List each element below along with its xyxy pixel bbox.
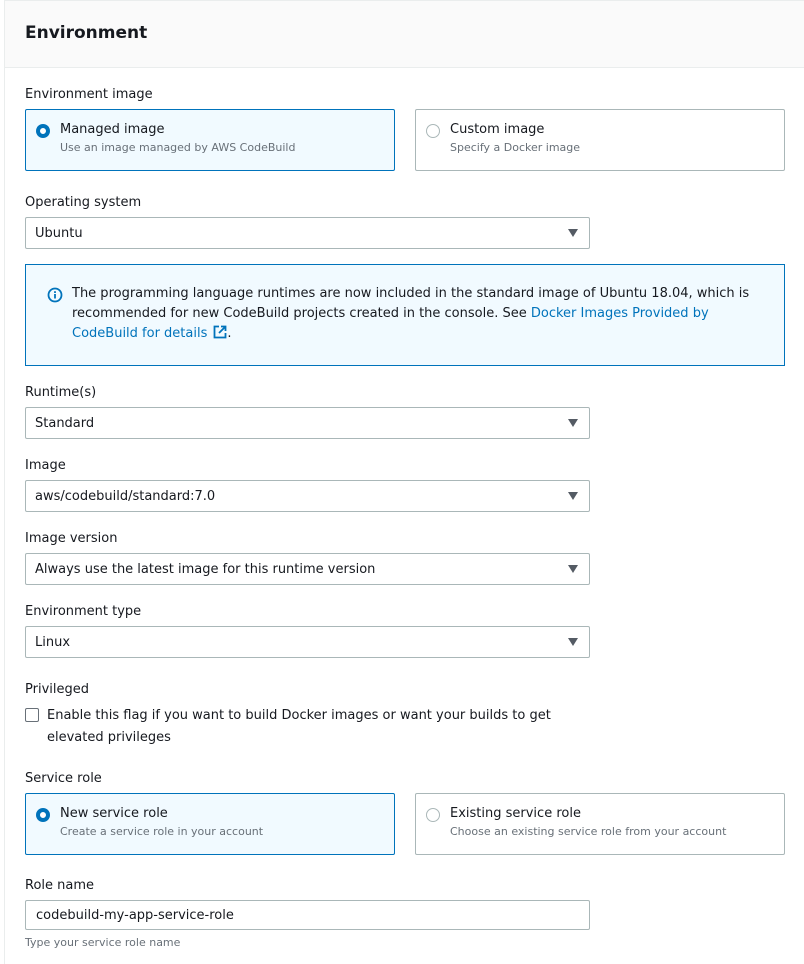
caret-down-icon [568,492,578,500]
docker-images-link-text: Docker Images Provided by CodeBuild for details [72,306,709,341]
info-alert [25,264,785,366]
existing-service-role-tile[interactable] [415,793,785,855]
external-link-icon[interactable] [213,325,227,339]
privileged-checkbox[interactable] [25,708,39,722]
image-select[interactable] [25,480,590,512]
operating-system-select[interactable] [25,217,590,249]
role-name-hint: Type your service role name [25,936,181,949]
managed-image-tile[interactable] [25,109,395,171]
info-suffix: . [227,326,232,341]
image-version-label: Image version [25,531,118,546]
custom-image-tile[interactable] [415,109,785,171]
caret-down-icon [568,565,578,573]
image-version-select[interactable] [25,553,590,585]
custom-image-title: Custom image [450,122,545,137]
info-message: The programming language runtimes are now included in the standard image of Ubuntu 18.04, which is recommended for new CodeBuild projects created in the console. See [72,286,750,321]
new-service-role-radio[interactable] [36,808,50,822]
image-label: Image [25,458,66,473]
info-text [72,284,772,344]
operating-system-label: Operating system [25,195,142,210]
environment-image-label: Environment image [25,87,153,102]
runtimes-value: Standard [35,416,95,431]
image-value: aws/codebuild/standard:7.0 [35,489,216,504]
panel-title: Environment [25,23,148,43]
caret-down-icon [568,419,578,427]
role-name-label: Role name [25,878,95,893]
existing-service-role-radio[interactable] [426,808,440,822]
privileged-label: Privileged [25,682,89,697]
existing-service-role-title: Existing service role [450,806,581,821]
managed-image-description: Use an image managed by AWS CodeBuild [60,141,296,154]
runtimes-label: Runtime(s) [25,385,97,400]
info-icon [47,287,63,303]
environment-type-label: Environment type [25,604,142,619]
managed-image-title: Managed image [60,122,165,137]
runtimes-select[interactable] [25,407,590,439]
new-service-role-title: New service role [60,806,168,821]
custom-image-radio[interactable] [426,124,440,138]
environment-type-value: Linux [35,635,71,650]
service-role-label: Service role [25,771,102,786]
image-version-value: Always use the latest image for this runtime version [35,562,376,577]
new-service-role-description: Create a service role in your account [60,825,264,838]
caret-down-icon [568,638,578,646]
environment-type-select[interactable] [25,626,590,658]
panel-header [5,1,804,68]
managed-image-radio[interactable] [36,124,50,138]
caret-down-icon [568,229,578,237]
existing-service-role-description: Choose an existing service role from your account [450,825,727,838]
new-service-role-tile[interactable] [25,793,395,855]
operating-system-value: Ubuntu [35,226,83,241]
custom-image-description: Specify a Docker image [450,141,581,154]
privileged-checkbox-text[interactable]: Enable this flag if you want to build Docker images or want your builds to get elevated privileges [47,708,551,745]
role-name-input[interactable] [25,900,590,930]
